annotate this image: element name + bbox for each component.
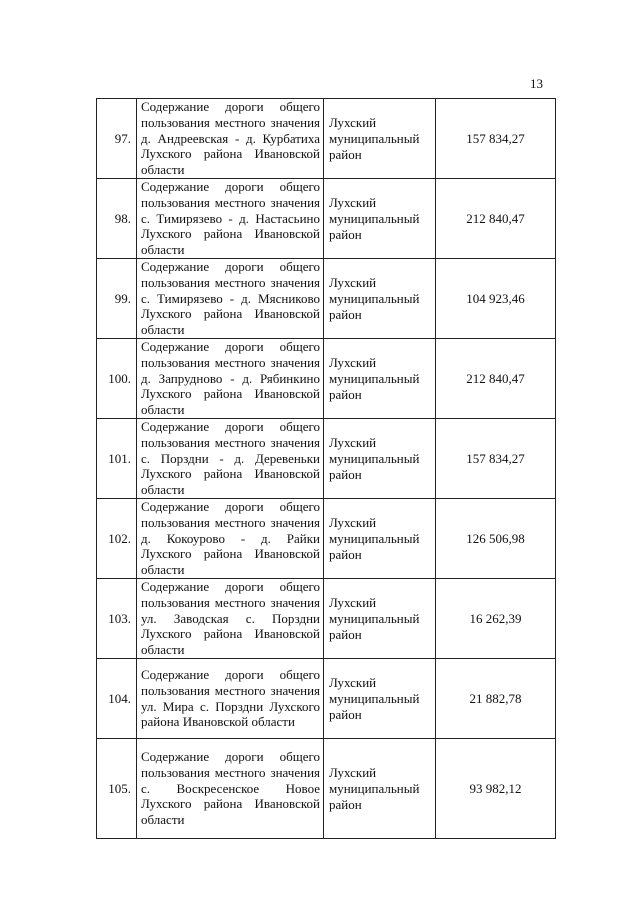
row-number: 103. bbox=[97, 579, 137, 659]
table-row bbox=[97, 739, 556, 839]
table-row bbox=[97, 99, 556, 179]
row-number: 98. bbox=[97, 179, 137, 259]
district: Лухский муниципальный район bbox=[324, 739, 436, 839]
road-description: Содержание дороги общего пользования местного значения ул. Мира с. Порздни Лухского района Ивановской области bbox=[137, 659, 324, 739]
road-description: Содержание дороги общего пользования местного значения д. Андреевская - д. Курбатиха Лухского района Ивановской области bbox=[137, 99, 324, 179]
row-number: 105. bbox=[97, 739, 137, 839]
amount: 16 262,39 bbox=[436, 579, 556, 659]
district: Лухский муниципальный район bbox=[324, 499, 436, 579]
district: Лухский муниципальный район bbox=[324, 259, 436, 339]
amount: 212 840,47 bbox=[436, 339, 556, 419]
road-description: Содержание дороги общего пользования местного значения с. Порздни - д. Деревеньки Лухского района Ивановской области bbox=[137, 419, 324, 499]
road-description: Содержание дороги общего пользования местного значения с. Тимирязево - д. Настасьино Лухского района Ивановской области bbox=[137, 179, 324, 259]
amount: 126 506,98 bbox=[436, 499, 556, 579]
table-row bbox=[97, 499, 556, 579]
road-description: Содержание дороги общего пользования местного значения с. Тимирязево - д. Мясниково Лухского района Ивановской области bbox=[137, 259, 324, 339]
row-number: 97. bbox=[97, 99, 137, 179]
district: Лухский муниципальный район bbox=[324, 659, 436, 739]
district: Лухский муниципальный район bbox=[324, 99, 436, 179]
table-row bbox=[97, 179, 556, 259]
row-number: 99. bbox=[97, 259, 137, 339]
roads-table bbox=[96, 98, 556, 839]
amount: 104 923,46 bbox=[436, 259, 556, 339]
amount: 21 882,78 bbox=[436, 659, 556, 739]
table-row bbox=[97, 659, 556, 739]
amount: 157 834,27 bbox=[436, 419, 556, 499]
district: Лухский муниципальный район bbox=[324, 339, 436, 419]
road-description: Содержание дороги общего пользования местного значения с. Воскресенское Новое Лухского района Ивановской области bbox=[137, 739, 324, 839]
road-description: Содержание дороги общего пользования местного значения ул. Заводская с. Порздни Лухского района Ивановской области bbox=[137, 579, 324, 659]
row-number: 101. bbox=[97, 419, 137, 499]
road-description: Содержание дороги общего пользования местного значения д. Запрудново - д. Рябинкино Лухского района Ивановской области bbox=[137, 339, 324, 419]
row-number: 100. bbox=[97, 339, 137, 419]
table-row bbox=[97, 419, 556, 499]
table-row bbox=[97, 259, 556, 339]
district: Лухский муниципальный район bbox=[324, 579, 436, 659]
amount: 157 834,27 bbox=[436, 99, 556, 179]
table-row bbox=[97, 579, 556, 659]
district: Лухский муниципальный район bbox=[324, 419, 436, 499]
district: Лухский муниципальный район bbox=[324, 179, 436, 259]
amount: 93 982,12 bbox=[436, 739, 556, 839]
table-row bbox=[97, 339, 556, 419]
row-number: 102. bbox=[97, 499, 137, 579]
row-number: 104. bbox=[97, 659, 137, 739]
amount: 212 840,47 bbox=[436, 179, 556, 259]
roads-table-body bbox=[97, 99, 556, 839]
road-description: Содержание дороги общего пользования местного значения д. Кокоурово - д. Райки Лухского района Ивановской области bbox=[137, 499, 324, 579]
page-number: 13 bbox=[530, 76, 543, 91]
